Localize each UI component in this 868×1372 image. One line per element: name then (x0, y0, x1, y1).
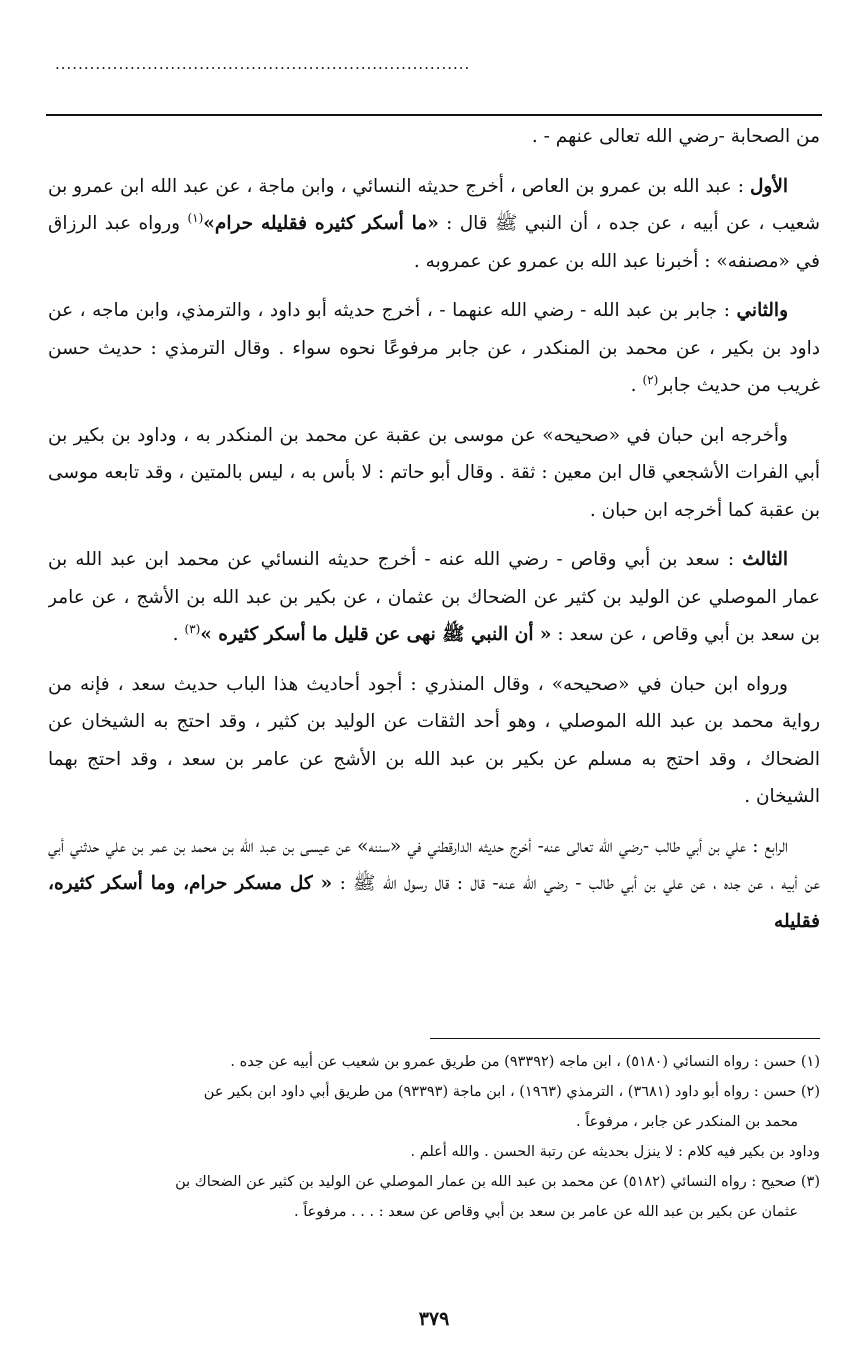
footnote-ref-3[interactable]: (٣) (184, 621, 201, 636)
main-text (48, 118, 820, 998)
paragraph-text: . (630, 375, 637, 396)
paragraph-ibn-hibban: وأخرجه ابن حبان في «صحيحه» عن موسى بن عقبة عن محمد بن المنكدر به ، وداود بن بكير بن أبي الفرات الأشجعي قال ابن معين : ثقة . وقال أبو حاتم : لا بأس به ، ليس بالمتين ، وقد تابعه موسى بن عقبة كما أخرجه ابن حبان . (48, 424, 820, 521)
hadith-quote: « أن النبي ﷺ نهى عن قليل ما أسكر كثيره » (200, 624, 552, 645)
footnote-ref-1[interactable]: (١) (187, 210, 204, 225)
footnote-3: (٣) صحيح : رواه النسائي (٥١٨٢) عن محمد بن عبد الله بن عمار الموصلي عن الوليد بن كثير عن الضحاك بن (175, 1174, 820, 1190)
paragraph-text: : سعد بن أبي وقاص - رضي الله عنه - أخرج حديثه النسائي عن محمد ابن عبد الله بن عمار الموصلي عن الوليد بن كثير عن الضحاك بن عثمان ، عن بكير بن عبد الله بن الأشج ، عن عامر بن سعد بن أبي وقاص ، عن سعد : (48, 549, 820, 645)
footnotes (48, 1047, 820, 1292)
header-dotted-line: ........................................................................ (55, 56, 471, 72)
paragraph-second-hadith (48, 292, 820, 405)
footnote-2-note: وداود بن بكير فيه كلام : لا ينزل بحديثه عن رتبة الحسن . والله أعلم . (410, 1144, 820, 1160)
ordinal-third: الثالث (742, 549, 788, 570)
paragraph-text: ورواه عبد الرزاق في «مصنفه» : أخبرنا عبد الله بن عمرو عن عمروبه . (48, 213, 820, 272)
hadith-quote: « كل مسكر حرام، وما أسكر كثيره، فقليله (48, 873, 820, 932)
footnote-separator (430, 1038, 820, 1039)
paragraph-text: : عبد الله بن عمرو بن العاص ، أخرج حديثه النسائي ، وابن ماجة ، عن عبد الله ابن عمرو بن شعيب ، عن أبيه ، عن جده ، أن النبي ﷺ قال : (48, 175, 820, 234)
ordinal-first: الأول (749, 175, 789, 197)
paragraph-intro: من الصحابة -رضي الله تعالى عنهم - . (531, 126, 820, 147)
paragraph-first-hadith (48, 168, 820, 281)
footnote-2: (٢) حسن : رواه أبو داود (٣٦٨١) ، الترمذي (١٩٦٣) ، ابن ماجة (٩٣٣٩٣) من طريق أبي داود ابن بكير عن (203, 1084, 820, 1100)
paragraph-mundhiri: ورواه ابن حبان في «صحيحه» ، وقال المنذري : أجود أحاديث هذا الباب حديث سعد ، فإنه من رواية محمد بن عبد الله الموصلي ، وهو أحد الثقات عن الوليد بن كثير ، وقد احتج به الشيخان عن الضحاك ، وقد احتج به مسلم عن بكير بن عبد الله بن الأشج عن عامر بن سعد ، وقد احتج بهما الشيخان . (48, 673, 820, 807)
paragraph-fourth-hadith (48, 828, 820, 941)
footnote-2-continuation: محمد بن المنكدر عن جابر ، مرفوعاً . (576, 1114, 798, 1130)
ordinal-second: والثاني (736, 300, 788, 321)
paragraph-text: : جابر بن عبد الله - رضي الله عنهما - ، أخرج حديثه أبو داود ، والترمذي، وابن ماجه ، عن داود بن بكير ، عن محمد بن المنكدر ، عن جابر مرفوعًا نحوه سواء . وقال الترمذي : حديث حسن غريب من حديث جابر (48, 300, 820, 396)
footnote-1: (١) حسن : رواه النسائي (٥١٨٠) ، ابن ماجه (٩٣٣٩٢) من طريق عمرو بن شعيب عن أبيه عن جده . (230, 1054, 820, 1070)
paragraph-text: الرابع : علي بن أبي طالب -رضي الله تعالى عنه- أخرج حديثه الدارقطني في «سننه» عن عيسى بن عبد الله بن محمد بن عمر بن علي حدثني أبي عن أبيه ، عن جده ، عن علي بن أبي طالب - رضي الله عنه- قال : قال رسول الله ﷺ : (48, 835, 820, 894)
footnote-ref-2[interactable]: (٢) (642, 372, 659, 387)
header-rule (46, 114, 822, 116)
paragraph-third-hadith (48, 541, 820, 654)
footnote-3-continuation: عثمان عن بكير بن عبد الله عن عامر بن سعد بن أبي وقاص عن سعد : . . . مرفوعاً . (294, 1204, 798, 1220)
paragraph-text: . (172, 624, 179, 645)
page-number: ٣٧٩ (418, 1308, 450, 1330)
hadith-quote: «ما أسكر كثيره فقليله حرام» (203, 213, 439, 234)
